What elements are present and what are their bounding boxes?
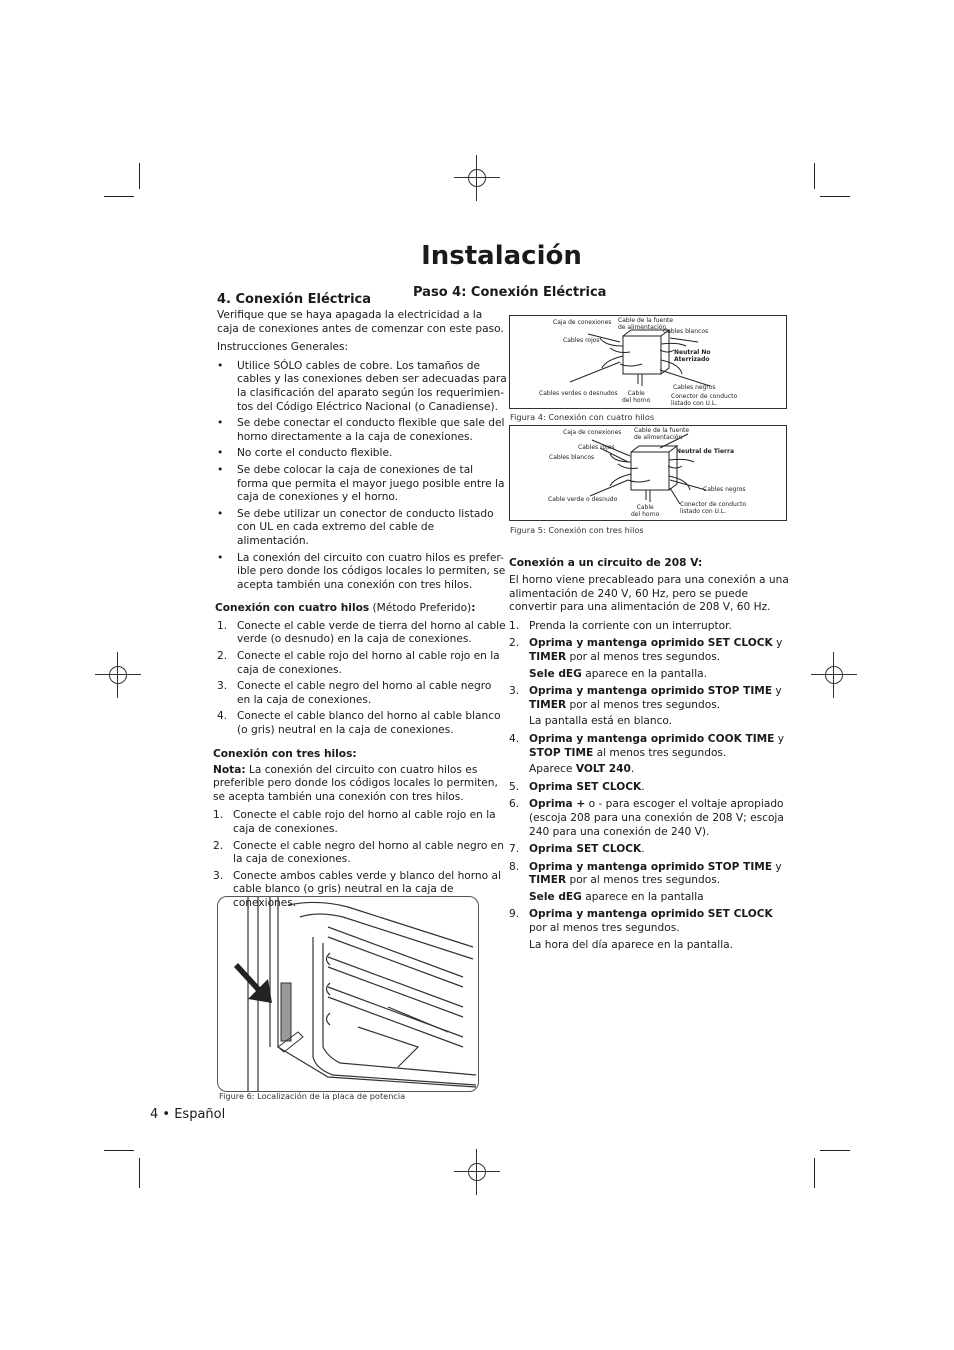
nota-text: La conexión del circuito con cuatro hilos es preferible pero donde los códigos locales lo permiten, se acepta también una conexión con tres hilos. — [213, 763, 498, 803]
step-number: 4. — [509, 732, 520, 745]
three-wire-heading: Conexión con tres hilos: — [213, 747, 357, 760]
right-column — [509, 557, 789, 956]
step-item — [509, 637, 789, 681]
step-item — [213, 840, 507, 867]
crop-mark — [820, 1150, 850, 1151]
nota-label: Nota: — [213, 763, 246, 776]
crop-mark — [814, 163, 815, 189]
text-run: al menos tres segundos. — [593, 746, 727, 759]
left-column — [213, 292, 507, 914]
fig5-label-neutral: Neutral de Tierra — [676, 448, 735, 455]
step-number: 6. — [509, 798, 520, 811]
registration-mark-icon — [462, 1157, 492, 1187]
step-text — [529, 733, 784, 759]
bullet-item — [217, 552, 507, 593]
step-text — [529, 861, 782, 887]
intro-text: Verifique que se haya apagada la electricidad a la caja de conexiones antes de comenzar con este paso. — [217, 309, 504, 335]
text-run: aparece en la pantalla — [581, 890, 704, 903]
step-number: 2. — [213, 839, 224, 852]
fig4-label-fuente: Cable de la fuente de alimentación — [618, 317, 674, 331]
bullet-icon: • — [217, 447, 224, 460]
page-footer: 4 • Español — [150, 1107, 226, 1122]
text-run: Oprima y mantenga oprimido COOK TIME — [529, 732, 775, 745]
step-text — [529, 843, 645, 855]
text-run: La pantalla está en blanco. — [529, 715, 673, 728]
fig5-label-verde: Cable verde o desnudo — [548, 496, 618, 503]
figure-6-image — [217, 896, 479, 1092]
crop-mark — [820, 196, 850, 197]
text-run: TIMER — [529, 874, 567, 887]
bullet-text: Utilice SÓLO cables de cobre. Los tamaños de cables y las conexiones deben ser adecuadas para la clasificación del aparato según los requerimien-tos del Código Eléctrico Nacional (o Canadiense). — [237, 359, 507, 413]
step-number: 5. — [509, 780, 520, 793]
text-run: Oprima SET CLOCK — [529, 780, 642, 793]
bullet-text: Se debe colocar la caja de conexiones de tal forma que permita el mayor juego posible entre la caja de conexiones y el horno. — [237, 463, 505, 504]
four-wire-colon: : — [471, 602, 476, 615]
text-run: STOP TIME — [529, 746, 594, 759]
step-number: 2. — [509, 637, 520, 650]
bullet-icon: • — [217, 417, 224, 430]
four-wire-heading — [215, 602, 507, 616]
step-number: 3. — [509, 685, 520, 698]
fig4-label-negros: Cables negros — [673, 384, 716, 391]
step-item — [213, 809, 507, 836]
text-run: Sele dEG — [529, 667, 582, 680]
bullet-item — [217, 464, 507, 505]
text-run: Prenda la corriente con un interruptor. — [529, 619, 732, 632]
text-run: y — [772, 637, 783, 650]
step-result — [529, 715, 789, 729]
text-run: o - para escoger el voltaje apropiado (escoja 208 para una conexión de 208 V; escoja 240 para una conexión de 240 V). — [529, 798, 784, 838]
section-heading: 4. Conexión Eléctrica — [217, 292, 372, 307]
step-number: 1. — [213, 809, 224, 822]
step-text: Conecte el cable verde de tierra del horno al cable verde (o desnudo) en la caja de conexiones. — [237, 619, 506, 646]
step-text — [529, 620, 732, 632]
fig5-label-caja: Caja de conexiones — [563, 429, 622, 436]
text-run: . — [630, 763, 635, 776]
crop-mark — [139, 163, 140, 189]
step-result — [529, 891, 789, 905]
step-text: Conecte el cable negro del horno al cable negro en la caja de conexiones. — [233, 839, 504, 866]
figure-5-diagram — [509, 425, 787, 521]
step-number: 8. — [509, 860, 520, 873]
step-text: Conecte el cable rojo del horno al cable rojo en la caja de conexiones. — [233, 809, 496, 835]
text-run: Oprima SET CLOCK — [529, 843, 642, 856]
text-run: VOLT 240 — [575, 763, 631, 776]
bullet-item — [217, 417, 507, 444]
crop-mark — [104, 196, 134, 197]
step-text: Conecte ambos cables verde y blanco del horno al cable blanco (o gris) neutral en la caja de conexiones. — [233, 869, 501, 909]
registration-mark-icon — [103, 660, 133, 690]
bullet-item — [217, 508, 507, 549]
crop-mark — [104, 1150, 134, 1151]
bullet-text: Se debe utilizar un conector de conducto listado con UL en cada extremo del cable de alimentación. — [237, 507, 494, 547]
fig5-label-conector: Conector de conducto listado con U.L. — [680, 501, 747, 515]
step-text: Conecte el cable negro del horno al cable negro en la caja de conexiones. — [237, 680, 492, 706]
step-number: 2. — [217, 650, 228, 663]
crop-mark — [814, 1158, 815, 1188]
bullet-icon: • — [217, 359, 224, 372]
step-item — [217, 710, 507, 737]
step-text: Conecte el cable rojo del horno al cable rojo en la caja de conexiones. — [237, 650, 500, 676]
fig4-label-caja: Caja de conexiones — [553, 319, 612, 326]
v208-steps — [509, 620, 789, 952]
three-wire-note — [213, 764, 507, 805]
v208-heading: Conexión a un circuito de 208 V: — [509, 557, 703, 569]
bullet-item — [217, 360, 507, 414]
step-result — [529, 668, 789, 682]
text-run: por al menos tres segundos. — [566, 698, 721, 711]
text-run: Oprima y mantenga oprimido SET CLOCK — [529, 637, 773, 650]
step-item — [509, 908, 789, 952]
step-heading: Paso 4: Conexión Eléctrica — [413, 285, 607, 300]
bullet-icon: • — [217, 551, 224, 564]
step-number: 3. — [213, 869, 224, 882]
crop-mark — [139, 1158, 140, 1188]
general-instructions-label: Instrucciones Generales: — [217, 341, 349, 354]
text-run: Oprima y mantenga oprimido SET CLOCK — [529, 908, 773, 921]
text-run: TIMER — [529, 650, 567, 663]
fig5-label-cable-horno: Cable del horno — [631, 504, 660, 518]
text-run: aparece en la pantalla. — [581, 667, 707, 680]
text-run: La hora del día aparece en la pantalla. — [529, 938, 734, 951]
registration-mark-icon — [819, 660, 849, 690]
step-item — [509, 798, 789, 839]
bullet-list — [217, 360, 507, 593]
bullet-text: Se debe conectar el conducto flexible que sale del horno directamente a la caja de conexiones. — [237, 417, 505, 443]
step-item — [217, 680, 507, 707]
step-item — [509, 843, 789, 857]
step-text: Conecte el cable blanco del horno al cable blanco (o gris) neutral en la caja de conexiones. — [237, 710, 501, 737]
fig4-label-cable-horno: Cable del horno — [622, 390, 651, 404]
text-run: por al menos tres segundos. — [566, 874, 721, 887]
text-run: Aparece — [529, 763, 576, 776]
fig4-label-conector: Conector de conducto listado con U.L. — [671, 393, 738, 407]
step-number: 1. — [509, 619, 520, 632]
step-number: 1. — [217, 619, 228, 632]
fig4-label-blancos: Cables blancos — [663, 328, 709, 335]
text-run: . — [641, 780, 645, 793]
v208-intro: El horno viene precableado para una conexión a una alimentación de 240 V, 60 Hz, pero se puede convertir para una alimentación de 208 V, 60 Hz. — [509, 574, 789, 614]
bullet-text: No corte el conducto flexible. — [237, 447, 393, 460]
text-run: TIMER — [529, 698, 567, 711]
text-run: por al menos tres segundos. — [566, 650, 721, 663]
step-text — [529, 798, 784, 837]
step-number: 4. — [217, 710, 228, 723]
fig4-label-rojos: Cables rojos — [563, 337, 600, 344]
step-result — [529, 939, 789, 953]
step-item — [509, 685, 789, 729]
step-item — [217, 650, 507, 677]
step-number: 9. — [509, 908, 520, 921]
text-run: Oprima y mantenga oprimido STOP TIME — [529, 860, 773, 873]
text-run: y — [774, 732, 785, 745]
four-wire-note: (Método Preferido) — [372, 602, 472, 615]
step-item — [509, 733, 789, 777]
fig5-label-rojos: Cables rojos — [578, 444, 615, 451]
text-run: Oprima y mantenga oprimido STOP TIME — [529, 685, 773, 698]
text-run: y — [772, 860, 782, 873]
step-number: 7. — [509, 843, 520, 856]
step-text — [529, 781, 645, 793]
text-run: . — [641, 843, 645, 856]
bullet-icon: • — [217, 463, 224, 476]
step-item — [509, 620, 789, 634]
registration-mark-icon — [462, 163, 492, 193]
bullet-text: La conexión del circuito con cuatro hilos es prefer-ible pero donde los códigos locales lo permiten, se acepta también una conexión con tres hilos. — [237, 551, 506, 591]
four-wire-steps — [217, 620, 507, 738]
text-run: y — [772, 685, 782, 698]
text-run: Sele dEG — [529, 890, 582, 903]
step-text — [529, 637, 782, 663]
figure-5-caption: Figura 5: Conexión con tres hilos — [510, 525, 644, 535]
step-text — [529, 685, 782, 711]
bullet-icon: • — [217, 507, 224, 520]
step-item — [509, 861, 789, 905]
fig4-label-verdes: Cables verdes o desnudos — [539, 390, 618, 397]
fig5-label-negros: Cables negros — [703, 486, 746, 493]
fig5-label-blancos: Cables blancos — [549, 454, 595, 461]
figure-6-caption: Figure 6: Localización de la placa de potencia — [219, 1091, 406, 1101]
step-item — [509, 781, 789, 795]
figure-4-caption: Figura 4: Conexión con cuatro hilos — [510, 412, 655, 422]
text-run: por al menos tres segundos. — [529, 922, 680, 935]
fig4-label-neutral: Neutral No Aterrizado — [674, 349, 711, 363]
page-title: Instalación — [421, 241, 582, 271]
step-result — [529, 763, 789, 777]
fig5-label-fuente: Cable de la fuente de alimentación — [634, 427, 690, 441]
step-text — [529, 908, 773, 934]
step-item — [217, 620, 507, 647]
four-wire-title: Conexión con cuatro hilos — [215, 602, 370, 615]
bullet-item — [217, 447, 507, 461]
step-number: 3. — [217, 680, 228, 693]
figure-4-diagram — [509, 315, 787, 409]
text-run: Oprima + — [529, 798, 586, 811]
